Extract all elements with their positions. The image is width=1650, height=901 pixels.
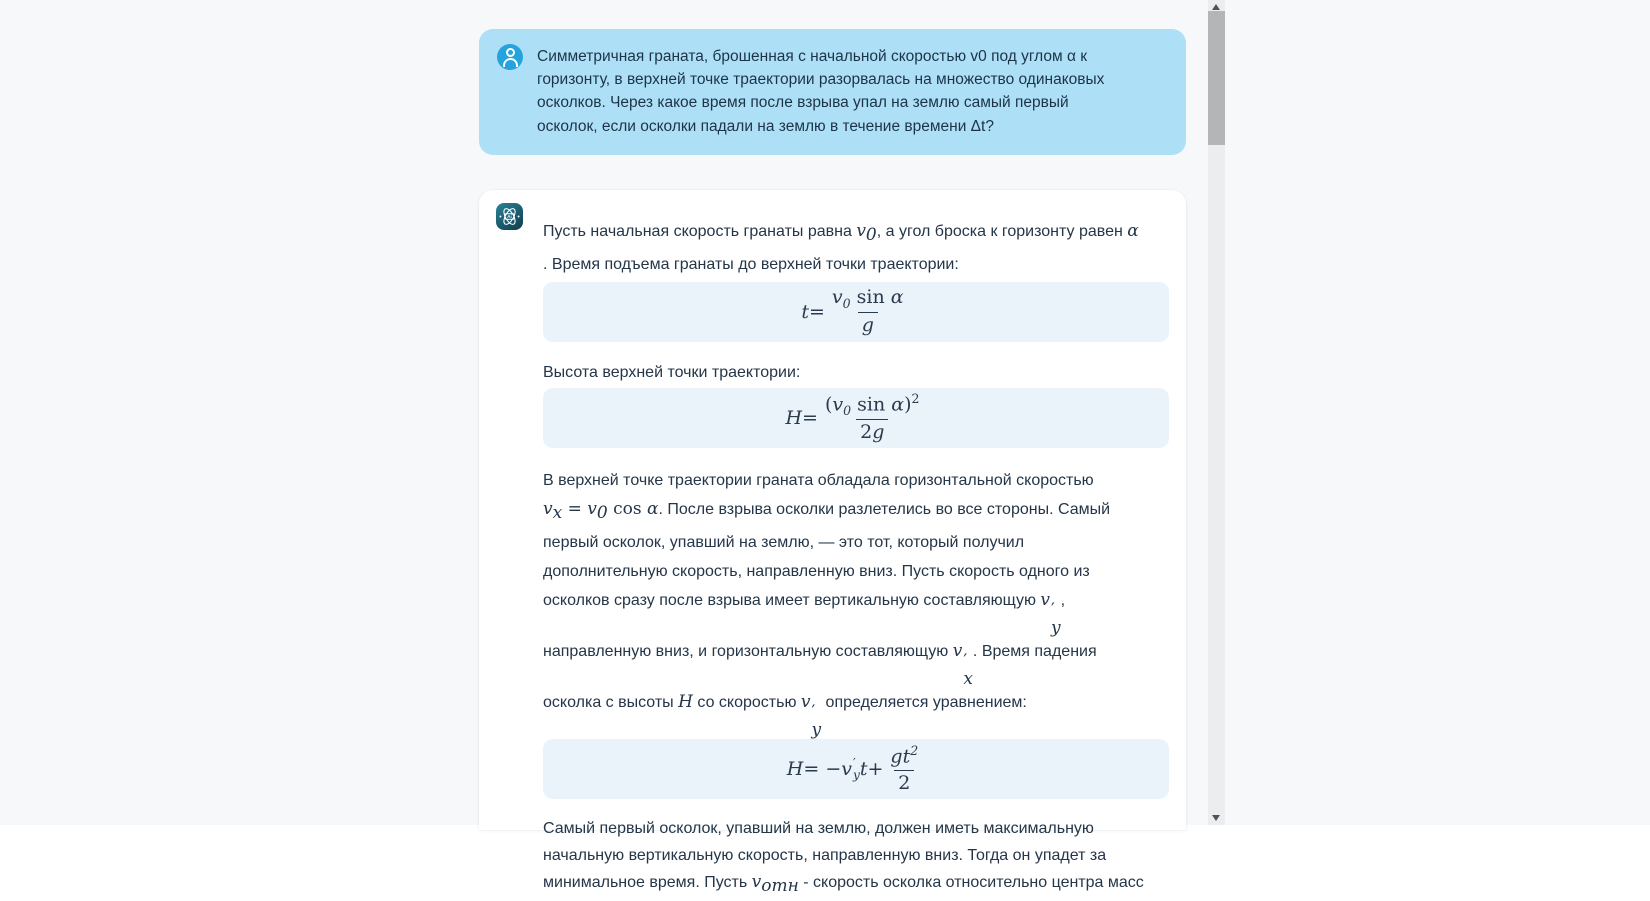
atom-ai-icon — [499, 206, 520, 227]
scrollbar-up-arrow[interactable] — [1212, 4, 1220, 10]
ai-text-line: минимальное время. Пусть $v_{отн}$ - скорость осколка относительно центра масс — [543, 872, 1144, 897]
ai-text-line: начальную вертикальную скорость, направленную вниз. Тогда он упадет за — [543, 847, 1107, 865]
scrollbar-thumb[interactable] — [1208, 11, 1225, 145]
ai-text-line: осколков сразу после взрыва имеет вертикальную составляющую v ′ y , — [543, 590, 1066, 638]
formula-block — [543, 282, 1169, 342]
chat-column — [479, 29, 1186, 897]
ai-text-line: Высота верхней точки траектории: — [543, 364, 801, 382]
ai-paragraph — [543, 216, 1169, 280]
person-icon — [497, 48, 523, 67]
user-message-text — [537, 45, 1146, 138]
ai-text-line: $v_x = v_0$ cos α. После взрыва осколки разлетелись во все стороны. Самый — [543, 499, 1111, 524]
scrollbar[interactable] — [1208, 0, 1225, 825]
formula: H = − v ′ y t + $\frac{gt^2}{2}$ — [787, 743, 925, 797]
ai-text-line: В верхней точке траектории граната обладала горизонтальной скоростью — [543, 472, 1094, 490]
formula-block — [543, 739, 1169, 799]
ai-paragraph — [543, 466, 1169, 739]
ai-avatar — [496, 203, 523, 230]
scrollbar-down-arrow[interactable] — [1212, 815, 1220, 821]
ai-text-line: первый осколок, упавший на землю, — это тот, который получил — [543, 534, 1025, 552]
svg-text:Ai: Ai — [507, 215, 512, 221]
ai-text-line: дополнительную скорость, направленную вниз. Пусть скорость одного из — [543, 563, 1090, 581]
ai-text-line: Пусть начальная скорость гранаты равна $v_0$, а угол броска к горизонту равен α — [543, 221, 1139, 246]
user-text-line: осколок, если осколки падали на землю в течение времени Δt? — [537, 117, 994, 135]
user-avatar — [497, 44, 523, 70]
ai-message-content — [479, 190, 1186, 901]
ai-message-card — [479, 190, 1186, 897]
fraction: $\frac{v_0 \sin \alpha}{g}$ — [828, 285, 908, 339]
formula: t = $\frac{v_0 \sin \alpha}{g}$ — [801, 285, 910, 339]
user-message-bubble — [479, 29, 1186, 155]
ai-text-line: осколка с высоты H со скоростью v ′ y определяется уравнением: — [543, 692, 1027, 740]
formula-block — [543, 388, 1169, 448]
ai-paragraph — [543, 815, 1169, 900]
user-text-line: горизонту, в верхней точке траектории разорвалась на множество одинаковых — [537, 71, 1105, 89]
ai-text-line: Самый первый осколок, упавший на землю, должен иметь максимальную — [543, 820, 1094, 838]
ai-paragraph — [543, 358, 1169, 388]
formula: H = $\frac{(v_0 \sin \alpha)^2}{2g}$ — [785, 391, 926, 446]
ai-text-line: . Время подъема гранаты до верхней точки траектории: — [543, 256, 959, 274]
user-text-line: Симметричная граната, брошенная с начальной скоростью v0 под углом α к — [537, 48, 1088, 65]
user-text-line: осколков. Через какое время после взрыва упал на землю самый первый — [537, 94, 1069, 112]
ai-text-line: направленную вниз, и горизонтальную составляющую v ′ x . Время падения — [543, 641, 1097, 689]
fraction: $\frac{gt^2}{2}$ — [886, 743, 922, 797]
fraction: $\frac{(v_0 \sin \alpha)^2}{2g}$ — [821, 391, 924, 446]
